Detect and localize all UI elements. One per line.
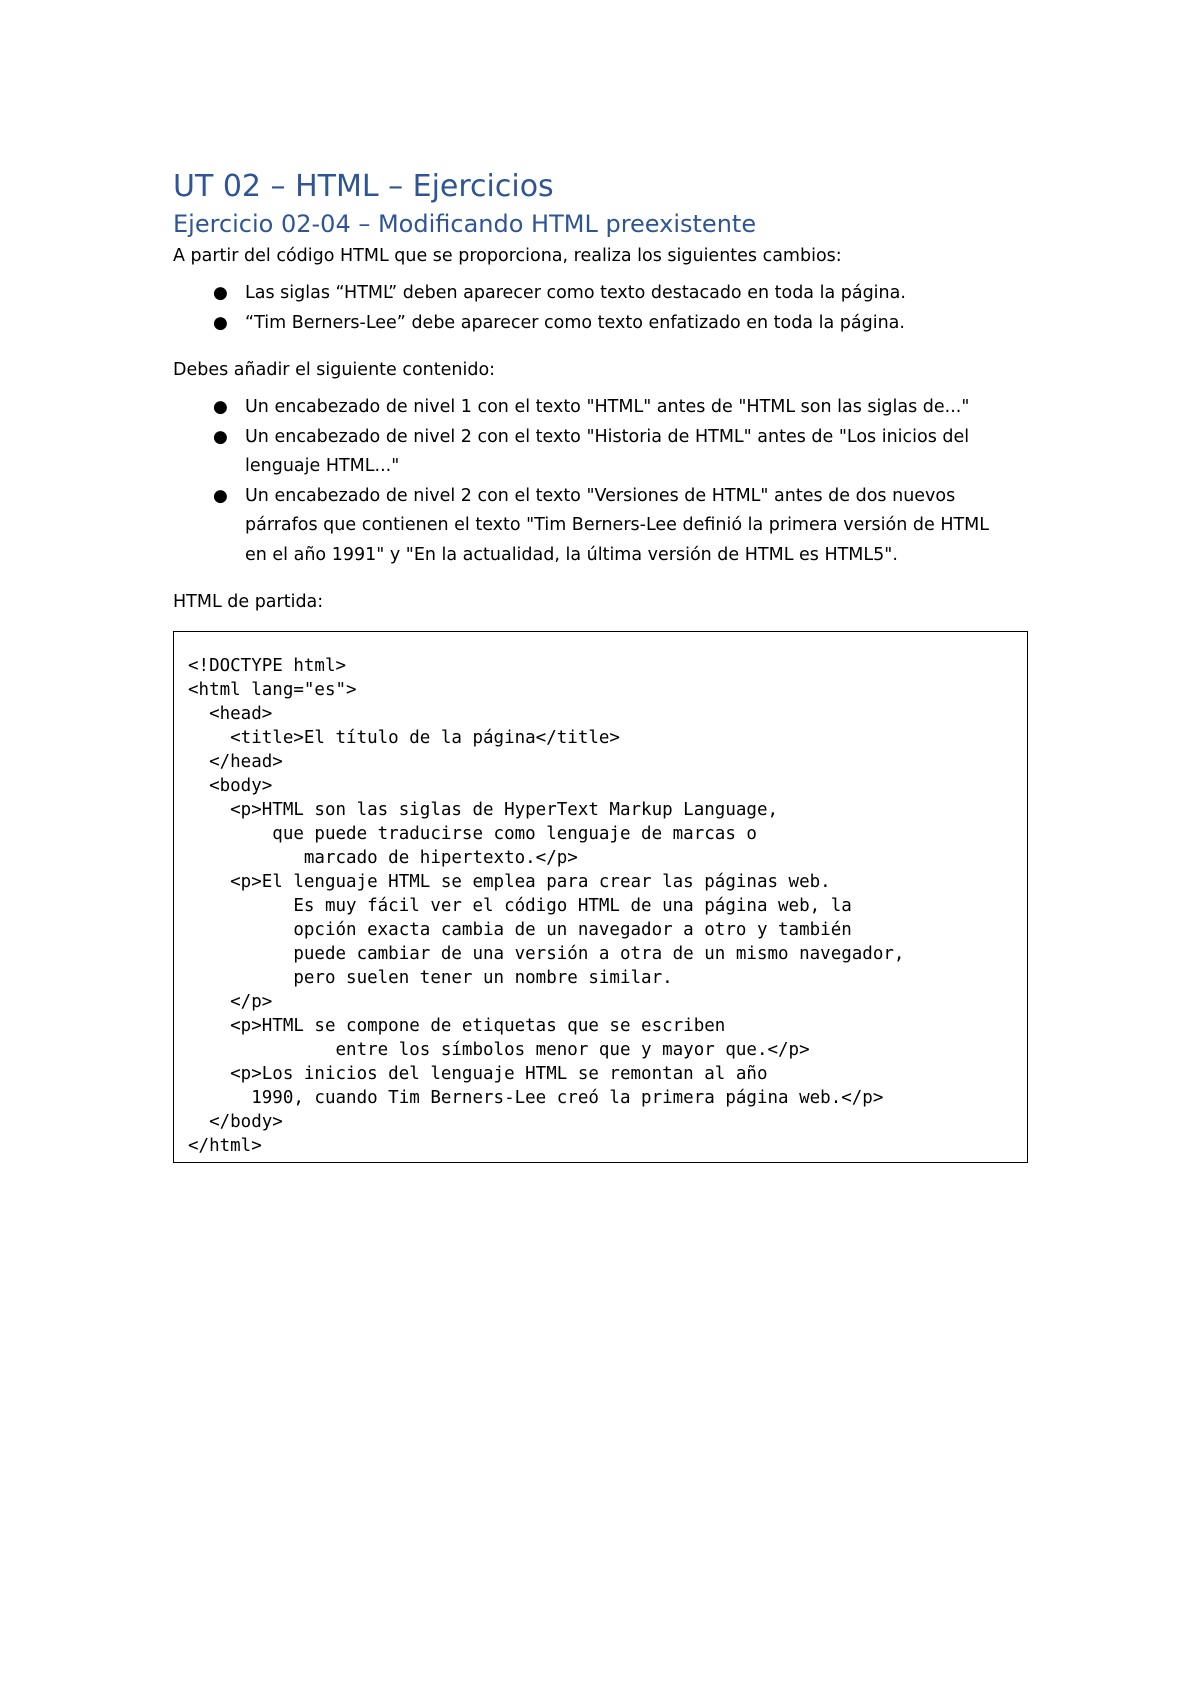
code-line: <p>El lenguaje HTML se emplea para crear las páginas web.	[188, 872, 831, 892]
document-title: UT 02 – HTML – Ejercicios	[173, 169, 554, 204]
bullet-icon: ●	[213, 312, 228, 333]
code-line: </body>	[188, 1112, 283, 1132]
code-line: Es muy fácil ver el código HTML de una página web, la	[188, 896, 852, 916]
bullet-icon: ●	[213, 485, 228, 506]
exercise-title: Ejercicio 02-04 – Modificando HTML preexistente	[173, 210, 757, 238]
code-line: <html lang="es">	[188, 680, 357, 700]
code-line: que puede traducirse como lenguaje de marcas o	[188, 824, 757, 844]
code-line: marcado de hipertexto.</p>	[188, 848, 578, 868]
list-item	[173, 482, 1028, 571]
list-item	[173, 393, 1028, 423]
bullet-icon: ●	[213, 397, 228, 417]
code-line: entre los símbolos menor que y mayor que.</p>	[188, 1040, 810, 1060]
list-item	[173, 423, 1028, 482]
code-line: <title>El título de la página</title>	[188, 728, 620, 748]
list-item-text: Un encabezado de nivel 2 con el texto "Versiones de HTML" antes de dos nuevos párrafos que contienen el texto "Tim Berners-Lee definió la primera versión de HTML en el año 1991" y "En la actualidad, la última versión de HTML es HTML5".	[245, 485, 990, 565]
list-item	[173, 309, 1028, 339]
intro-paragraph: A partir del código HTML que se proporciona, realiza los siguientes cambios:	[173, 246, 842, 266]
document-page	[173, 160, 1028, 1163]
code-line: </head>	[188, 752, 283, 772]
code-block	[173, 631, 1028, 1163]
list-item	[173, 279, 1028, 309]
code-line: <head>	[188, 704, 273, 724]
code-line: 1990, cuando Tim Berners-Lee creó la primera página web.</p>	[188, 1088, 884, 1108]
code-line: <!DOCTYPE html>	[188, 656, 347, 676]
code-line: puede cambiar de una versión a otra de un mismo navegador,	[188, 944, 905, 964]
code-line: pero suelen tener un nombre similar.	[188, 968, 673, 988]
bullet-icon: ●	[213, 426, 228, 447]
code-line: <body>	[188, 776, 273, 796]
code-label: HTML de partida:	[173, 592, 324, 612]
code-line: <p>HTML son las siglas de HyperText Markup Language,	[188, 800, 779, 820]
code-line: opción exacta cambia de un navegador a otro y también	[188, 920, 852, 940]
content-list	[173, 393, 1028, 570]
bullet-icon: ●	[213, 283, 228, 303]
code-line: <p>Los inicios del lenguaje HTML se remontan al año	[188, 1064, 768, 1084]
list-item-text: Un encabezado de nivel 2 con el texto "Historia de HTML" antes de "Los inicios del lenguaje HTML..."	[245, 426, 970, 476]
list-item-text: “Tim Berners-Lee” debe aparecer como texto enfatizado en toda la página.	[245, 312, 905, 333]
code-line: </p>	[188, 992, 273, 1012]
content-intro-paragraph: Debes añadir el siguiente contenido:	[173, 360, 496, 380]
code-line: <p>HTML se compone de etiquetas que se escriben	[188, 1016, 726, 1036]
code-line: </html>	[188, 1136, 262, 1156]
list-item-text: Las siglas “HTML” deben aparecer como texto destacado en toda la página.	[245, 283, 906, 303]
list-item-text: Un encabezado de nivel 1 con el texto "HTML" antes de "HTML son las siglas de..."	[245, 397, 970, 417]
changes-list	[173, 279, 1028, 338]
